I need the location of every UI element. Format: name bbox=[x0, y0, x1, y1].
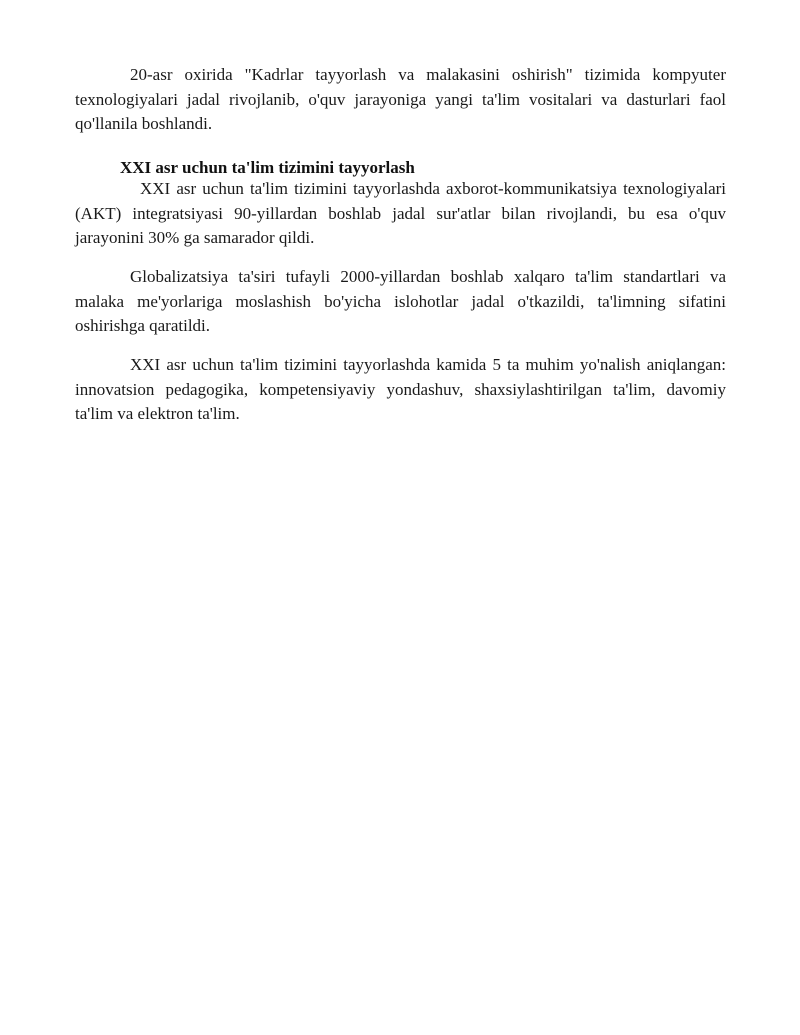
globalization-paragraph: Globalizatsiya ta'siri tufayli 2000-yillardan boshlab xalqaro ta'lim standartlari va malaka me'yorlariga moslashish bo'yicha islohotlar jadal o'tkazildi, ta'limning sifatini oshirishga qaratildi. bbox=[75, 267, 726, 336]
ict-integration-paragraph: XXI asr uchun ta'lim tizimini tayyorlashda axborot-kommunikatsiya texnologiyalari (AKT) integratsiyasi 90-yillardan boshlab jadal sur'atlar bilan rivojlandi, bu esa o'quv jarayonini 30% ga samarador qildi. bbox=[75, 179, 726, 248]
directions-paragraph: XXI asr uchun ta'lim tizimini tayyorlashda kamida 5 ta muhim yo'nalish aniqlangan: innovatsion pedagogika, kompetensiyaviy yondashuv, shaxsiylashtirilgan ta'lim, davomiy ta'lim va elektron ta'lim. bbox=[75, 355, 726, 424]
section-heading: XXI asr uchun ta'lim tizimini tayyorlash bbox=[120, 158, 415, 177]
intro-paragraph: 20-asr oxirida "Kadrlar tayyorlash va malakasini oshirish" tizimida kompyuter texnologiyalari jadal rivojlanib, o'quv jarayoniga yangi ta'lim vositalari va dasturlari faol qo'llanila boshlandi. bbox=[75, 65, 726, 134]
